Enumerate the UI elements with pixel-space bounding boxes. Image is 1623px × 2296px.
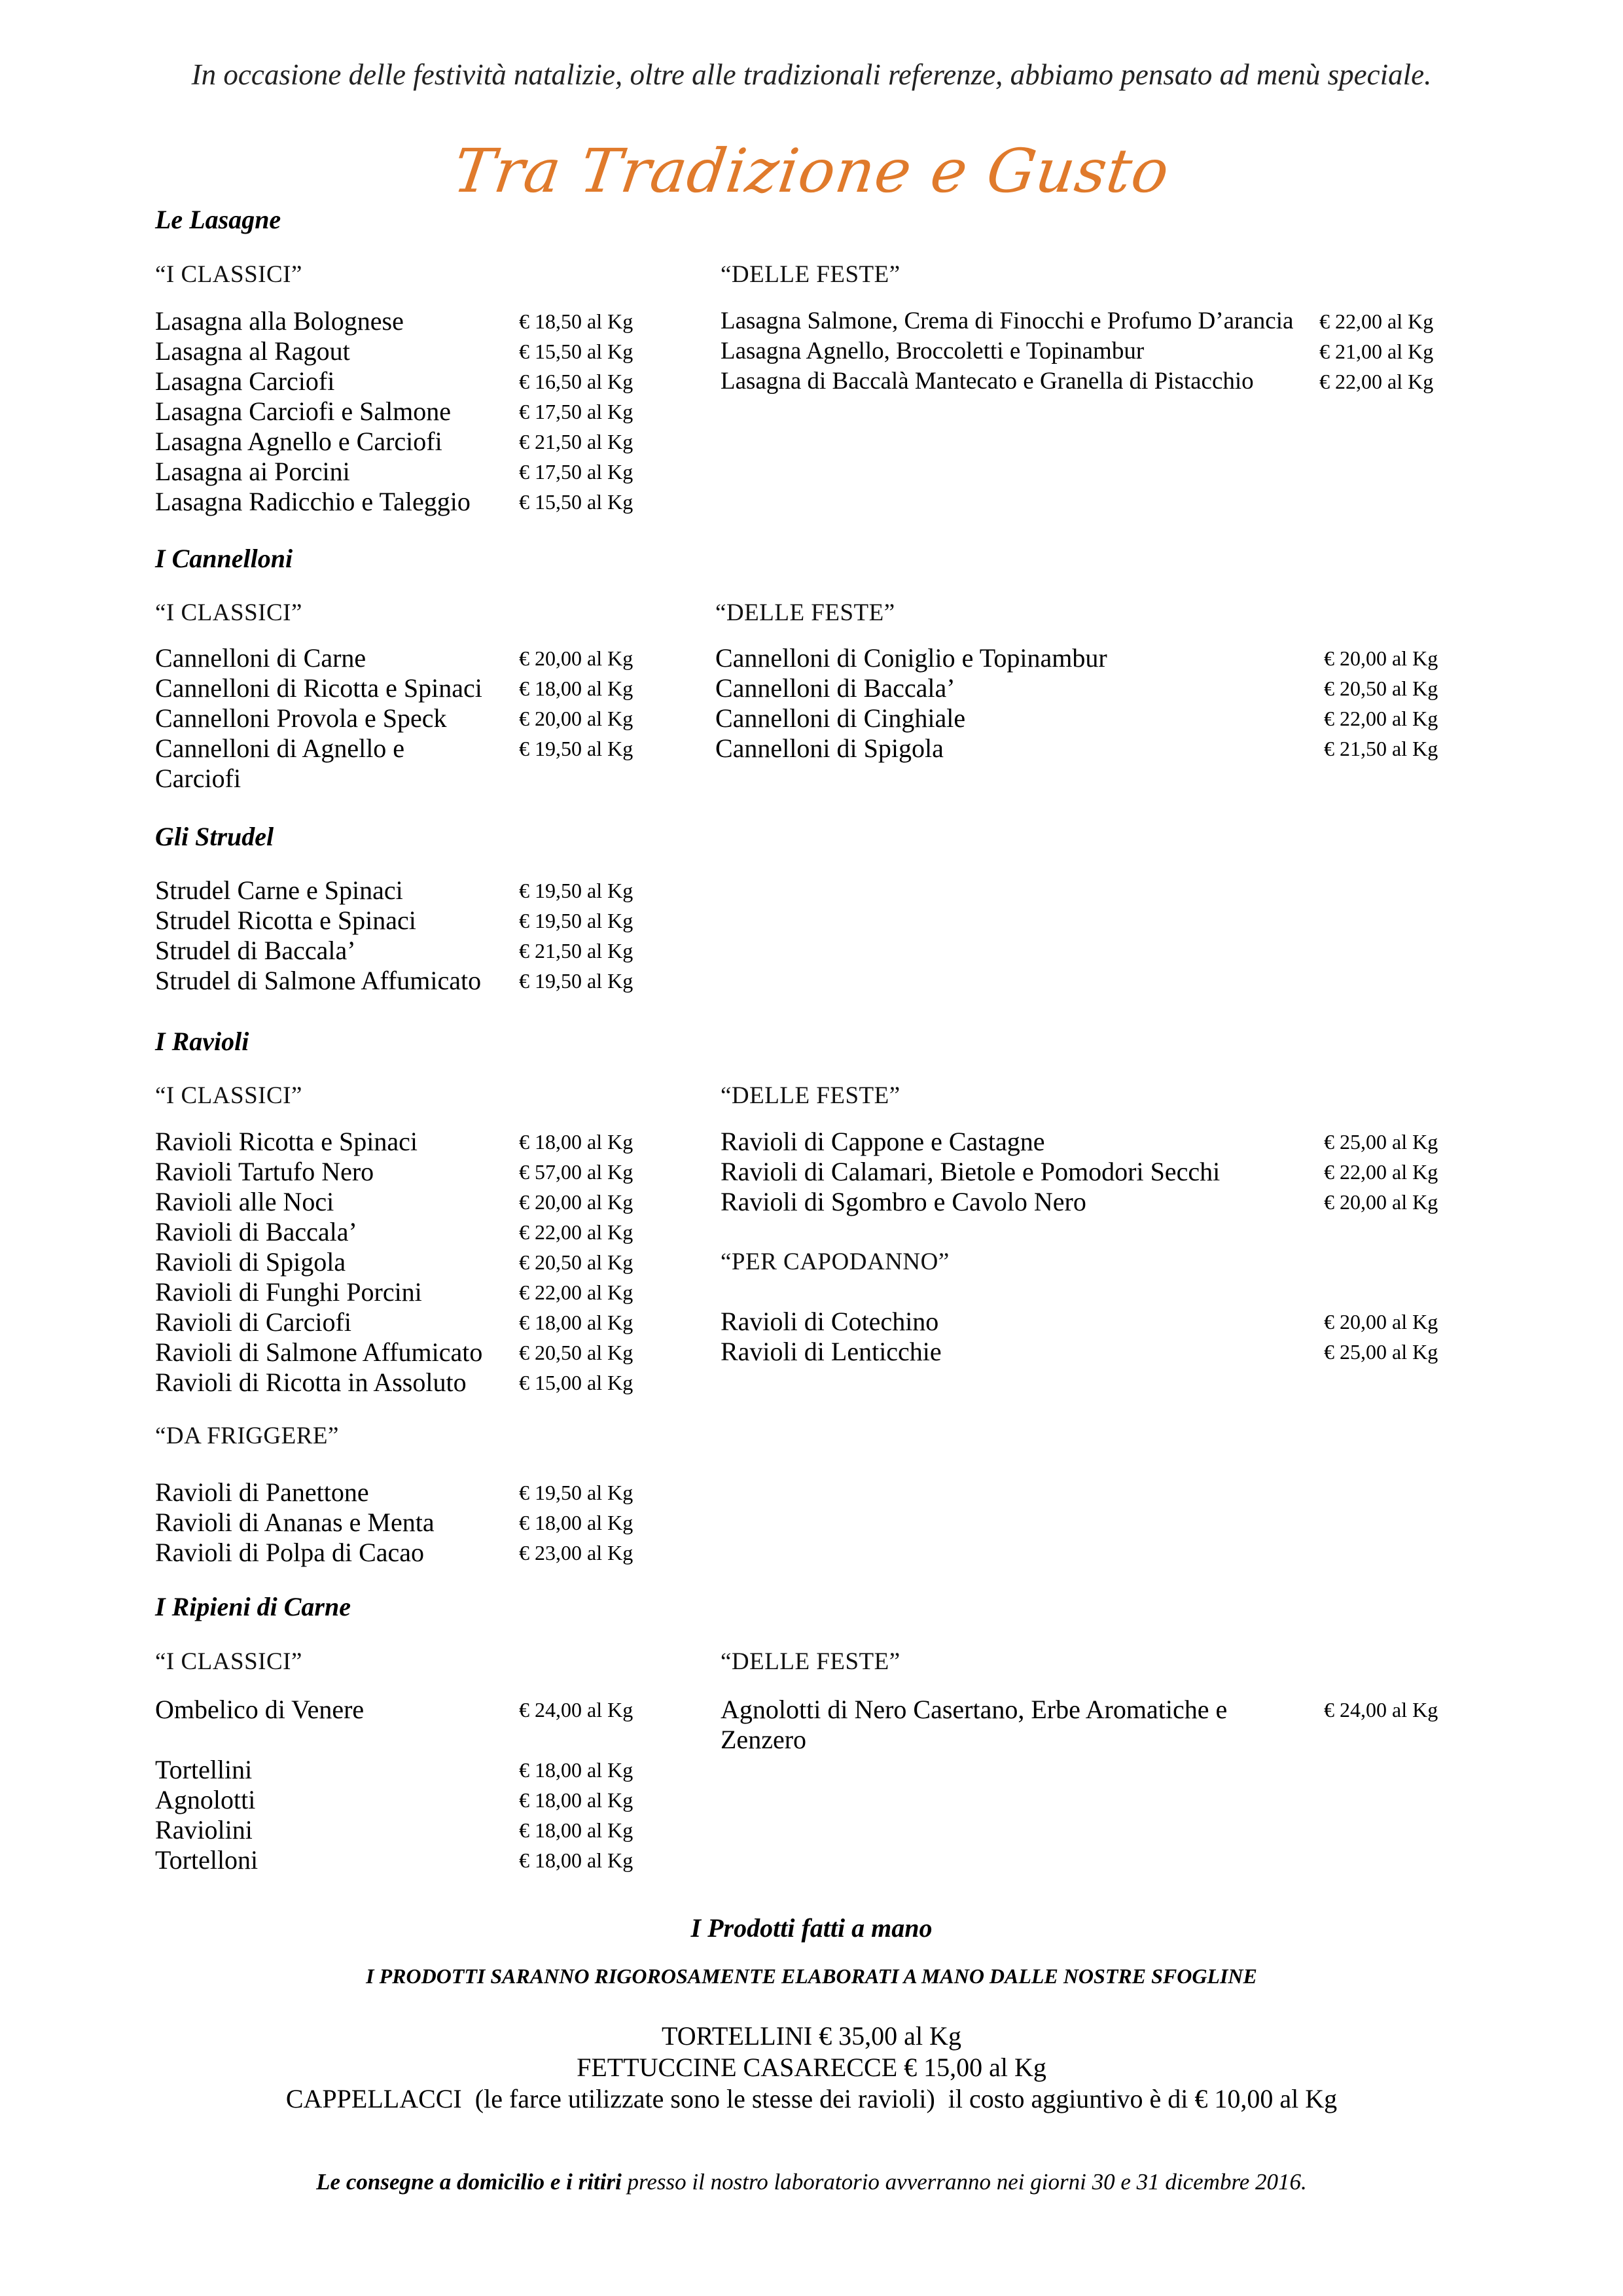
list-item xyxy=(155,366,639,397)
item-name: Ravioli di Carciofi xyxy=(155,1307,351,1337)
handmade-line-fettuccine: FETTUCCINE CASARECCE € 15,00 al Kg xyxy=(577,2053,1046,2082)
item-name: Lasagna Agnello, Broccoletti e Topinambur xyxy=(721,338,1145,364)
item-name: Cannelloni di Coniglio e Topinambur xyxy=(715,643,1107,673)
item-price: € 17,50 al Kg xyxy=(519,400,633,423)
item-price: € 21,00 al Kg xyxy=(1319,340,1434,363)
list-item xyxy=(155,427,639,457)
subheading-ripieni-feste: “DELLE FESTE” xyxy=(721,1648,901,1675)
list-item xyxy=(155,966,639,996)
item-price: € 57,00 al Kg xyxy=(519,1160,633,1184)
item-price: € 19,50 al Kg xyxy=(519,969,633,993)
item-price: € 22,00 al Kg xyxy=(1319,309,1434,333)
list-item xyxy=(155,1187,639,1217)
item-name: Lasagna Carciofi xyxy=(155,366,335,396)
list-item xyxy=(155,487,639,517)
item-price: € 20,50 al Kg xyxy=(519,1341,633,1364)
list-item xyxy=(715,703,1481,733)
item-name: Ravioli di Spigola xyxy=(155,1247,346,1277)
item-name: Lasagna al Ragout xyxy=(155,336,350,366)
list-ripieni-classici xyxy=(155,1755,639,1875)
delivery-note xyxy=(0,2169,1623,2195)
item-name: Ravioli di Calamari, Bietole e Pomodori Secchi xyxy=(721,1157,1221,1186)
list-item xyxy=(721,1307,1480,1337)
item-name: Cannelloni di Ricotta e Spinaci xyxy=(155,673,482,703)
list-ravioli-classici xyxy=(155,1127,639,1398)
item-name: Zenzero xyxy=(721,1725,807,1754)
subheading-ravioli-feste: “DELLE FESTE” xyxy=(721,1082,901,1109)
item-name: Ravioli di Funghi Porcini xyxy=(155,1277,422,1307)
item-price: € 20,50 al Kg xyxy=(519,1250,633,1274)
list-cannelloni-classici xyxy=(155,643,639,794)
list-item xyxy=(155,1368,639,1398)
item-price: € 22,00 al Kg xyxy=(519,1280,633,1304)
handmade-line-tortellini: TORTELLINI € 35,00 al Kg xyxy=(662,2021,961,2051)
item-price: € 22,00 al Kg xyxy=(1319,370,1434,393)
list-item xyxy=(155,875,639,906)
item-name: Tortelloni xyxy=(155,1845,259,1875)
list-lasagne-feste xyxy=(721,306,1480,397)
list-ravioli-friggere xyxy=(155,1477,639,1568)
subheading-cannelloni-classici: “I CLASSICI” xyxy=(155,599,302,626)
delivery-note-bold: Le consegne a domicilio e i ritiri xyxy=(316,2169,622,2195)
list-item xyxy=(721,1695,1480,1725)
list-item xyxy=(155,1247,639,1277)
item-price: € 18,00 al Kg xyxy=(519,1311,633,1334)
list-lasagne-classici xyxy=(155,306,639,517)
item-name: Ravioli Tartufo Nero xyxy=(155,1157,374,1186)
list-item xyxy=(155,1538,639,1568)
handmade-line-cappellacci: CAPPELLACCI (le farce utilizzate sono le stesse dei ravioli) il costo aggiuntivo è di € 10,00 al Kg xyxy=(285,2084,1338,2113)
list-item xyxy=(715,643,1481,673)
list-item xyxy=(721,1337,1480,1367)
list-item xyxy=(721,1157,1480,1187)
list-item xyxy=(155,1337,639,1368)
item-name: Cannelloni di Carne xyxy=(155,643,366,673)
delivery-note-rest: presso il nostro laboratorio avverranno nei giorni 30 e 31 dicembre 2016. xyxy=(621,2169,1307,2195)
list-ripieni-first xyxy=(155,1695,639,1725)
list-item xyxy=(155,643,639,673)
item-price: € 25,00 al Kg xyxy=(1324,1130,1438,1154)
section-heading-strudel: Gli Strudel xyxy=(155,822,274,851)
list-item xyxy=(721,1725,1480,1755)
list-item xyxy=(155,936,639,966)
item-price: € 18,00 al Kg xyxy=(519,677,633,700)
list-item xyxy=(155,906,639,936)
list-item xyxy=(715,733,1481,764)
menu-title: Tra Tradizione e Gusto xyxy=(449,136,1174,206)
list-item xyxy=(155,397,639,427)
item-name: Ravioli di Cotechino xyxy=(721,1307,939,1336)
section-heading-ripieni: I Ripieni di Carne xyxy=(155,1592,351,1621)
item-price: € 15,50 al Kg xyxy=(519,340,633,363)
item-name: Carciofi xyxy=(155,764,241,793)
item-name: Lasagna alla Bolognese xyxy=(155,306,404,336)
list-item xyxy=(155,1815,639,1845)
list-item xyxy=(155,1277,639,1307)
item-price: € 16,50 al Kg xyxy=(519,370,633,393)
item-price: € 18,50 al Kg xyxy=(519,309,633,333)
item-price: € 18,00 al Kg xyxy=(519,1788,633,1812)
item-name: Lasagna Radicchio e Taleggio xyxy=(155,487,471,516)
list-item xyxy=(155,1127,639,1157)
list-item xyxy=(721,366,1480,397)
list-item xyxy=(155,1755,639,1785)
item-name: Ravioli di Ricotta in Assoluto xyxy=(155,1368,467,1397)
subheading-ravioli-classici: “I CLASSICI” xyxy=(155,1082,302,1109)
item-price: € 20,00 al Kg xyxy=(519,707,633,730)
item-name: Tortellini xyxy=(155,1755,253,1784)
section-heading-lasagne: Le Lasagne xyxy=(155,205,281,234)
item-price: € 20,00 al Kg xyxy=(519,646,633,670)
item-price: € 20,00 al Kg xyxy=(519,1190,633,1214)
item-price: € 21,50 al Kg xyxy=(519,939,633,963)
item-name: Strudel Carne e Spinaci xyxy=(155,875,403,905)
subheading-ravioli-capodanno: “PER CAPODANNO” xyxy=(721,1248,950,1275)
item-name: Strudel Ricotta e Spinaci xyxy=(155,906,416,935)
item-price: € 21,50 al Kg xyxy=(519,430,633,453)
item-price: € 20,50 al Kg xyxy=(1324,677,1438,700)
list-item xyxy=(155,1785,639,1815)
item-name: Ravioli di Lenticchie xyxy=(721,1337,942,1366)
item-name: Lasagna Carciofi e Salmone xyxy=(155,397,452,426)
item-name: Lasagna di Baccalà Mantecato e Granella di Pistacchio xyxy=(721,368,1254,395)
list-item xyxy=(155,1508,639,1538)
item-price: € 22,00 al Kg xyxy=(519,1220,633,1244)
item-name: Ravioli di Polpa di Cacao xyxy=(155,1538,425,1567)
list-item xyxy=(155,1157,639,1187)
list-item xyxy=(721,306,1480,336)
subheading-lasagne-classici: “I CLASSICI” xyxy=(155,261,302,288)
item-price: € 20,00 al Kg xyxy=(1324,1310,1438,1333)
item-price: € 18,00 al Kg xyxy=(519,1848,633,1872)
section-heading-ravioli: I Ravioli xyxy=(155,1027,249,1056)
list-item xyxy=(721,1187,1480,1217)
item-price: € 20,00 al Kg xyxy=(1324,1190,1438,1214)
item-name: Ravioli di Cappone e Castagne xyxy=(721,1127,1045,1156)
list-item xyxy=(155,1845,639,1875)
item-name: Ravioli di Baccala’ xyxy=(155,1217,357,1246)
item-price: € 18,00 al Kg xyxy=(519,1818,633,1842)
list-item xyxy=(715,673,1481,703)
item-name: Ravioli alle Noci xyxy=(155,1187,334,1216)
item-name: Raviolini xyxy=(155,1815,253,1845)
item-price: € 19,50 al Kg xyxy=(519,737,633,760)
subheading-ravioli-friggere: “DA FRIGGERE” xyxy=(155,1422,339,1449)
list-item xyxy=(155,336,639,366)
item-name: Ravioli di Salmone Affumicato xyxy=(155,1337,483,1367)
item-price: € 22,00 al Kg xyxy=(1324,707,1438,730)
item-price: € 25,00 al Kg xyxy=(1324,1340,1438,1364)
list-item xyxy=(155,1477,639,1508)
list-ripieni-feste xyxy=(721,1695,1480,1755)
list-item xyxy=(155,703,639,733)
list-ravioli-capodanno xyxy=(721,1307,1480,1367)
list-item xyxy=(155,764,639,794)
item-name: Ravioli di Ananas e Menta xyxy=(155,1508,435,1537)
item-name: Cannelloni di Baccala’ xyxy=(715,673,955,703)
list-item xyxy=(155,306,639,336)
item-name: Ravioli di Panettone xyxy=(155,1477,369,1507)
subheading-lasagne-feste: “DELLE FESTE” xyxy=(721,261,901,288)
item-name: Strudel di Salmone Affumicato xyxy=(155,966,482,995)
section-heading-handmade: I Prodotti fatti a mano xyxy=(690,1913,933,1943)
list-strudel xyxy=(155,875,639,996)
section-heading-cannelloni: I Cannelloni xyxy=(155,544,293,573)
item-price: € 20,00 al Kg xyxy=(1324,646,1438,670)
intro-text: In occasione delle festività natalizie, oltre alle tradizionali referenze, abbiamo pensato ad menù speciale. xyxy=(191,58,1432,91)
item-price: € 19,50 al Kg xyxy=(519,1481,633,1504)
item-price: € 24,00 al Kg xyxy=(1324,1698,1438,1722)
item-price: € 24,00 al Kg xyxy=(519,1698,633,1722)
item-name: Ravioli Ricotta e Spinaci xyxy=(155,1127,418,1156)
item-name: Lasagna Agnello e Carciofi xyxy=(155,427,442,456)
list-ravioli-feste xyxy=(721,1127,1480,1217)
list-cannelloni-feste xyxy=(715,643,1481,764)
list-item xyxy=(155,457,639,487)
item-price: € 17,50 al Kg xyxy=(519,460,633,484)
item-name: Ravioli di Sgombro e Cavolo Nero xyxy=(721,1187,1086,1216)
list-item xyxy=(721,336,1480,366)
item-name: Lasagna ai Porcini xyxy=(155,457,350,486)
item-price: € 19,50 al Kg xyxy=(519,909,633,932)
item-price: € 18,00 al Kg xyxy=(519,1511,633,1534)
list-item xyxy=(155,733,639,764)
item-price: € 18,00 al Kg xyxy=(519,1758,633,1782)
item-name: Lasagna Salmone, Crema di Finocchi e Profumo D’arancia xyxy=(721,308,1294,334)
item-price: € 23,00 al Kg xyxy=(519,1541,633,1564)
item-price: € 15,50 al Kg xyxy=(519,490,633,514)
list-item xyxy=(155,1695,639,1725)
subheading-ripieni-classici: “I CLASSICI” xyxy=(155,1648,302,1675)
item-price: € 22,00 al Kg xyxy=(1324,1160,1438,1184)
item-name: Cannelloni di Agnello e xyxy=(155,733,405,763)
item-price: € 19,50 al Kg xyxy=(519,879,633,902)
list-item xyxy=(155,1217,639,1247)
list-item xyxy=(155,1307,639,1337)
handmade-note: I PRODOTTI SARANNO RIGOROSAMENTE ELABORATI A MANO DALLE NOSTRE SFOGLINE xyxy=(366,1964,1257,1988)
list-item xyxy=(721,1127,1480,1157)
item-name: Cannelloni di Spigola xyxy=(715,733,944,763)
item-price: € 18,00 al Kg xyxy=(519,1130,633,1154)
item-price: € 15,00 al Kg xyxy=(519,1371,633,1394)
item-name: Agnolotti di Nero Casertano, Erbe Aromatiche e xyxy=(721,1695,1228,1724)
subheading-cannelloni-feste: “DELLE FESTE” xyxy=(715,599,895,626)
item-name: Cannelloni Provola e Speck xyxy=(155,703,447,733)
item-name: Strudel di Baccala’ xyxy=(155,936,356,965)
item-name: Ombelico di Venere xyxy=(155,1695,365,1724)
item-name: Cannelloni di Cinghiale xyxy=(715,703,966,733)
item-price: € 21,50 al Kg xyxy=(1324,737,1438,760)
list-item xyxy=(155,673,639,703)
item-name: Agnolotti xyxy=(155,1785,256,1814)
